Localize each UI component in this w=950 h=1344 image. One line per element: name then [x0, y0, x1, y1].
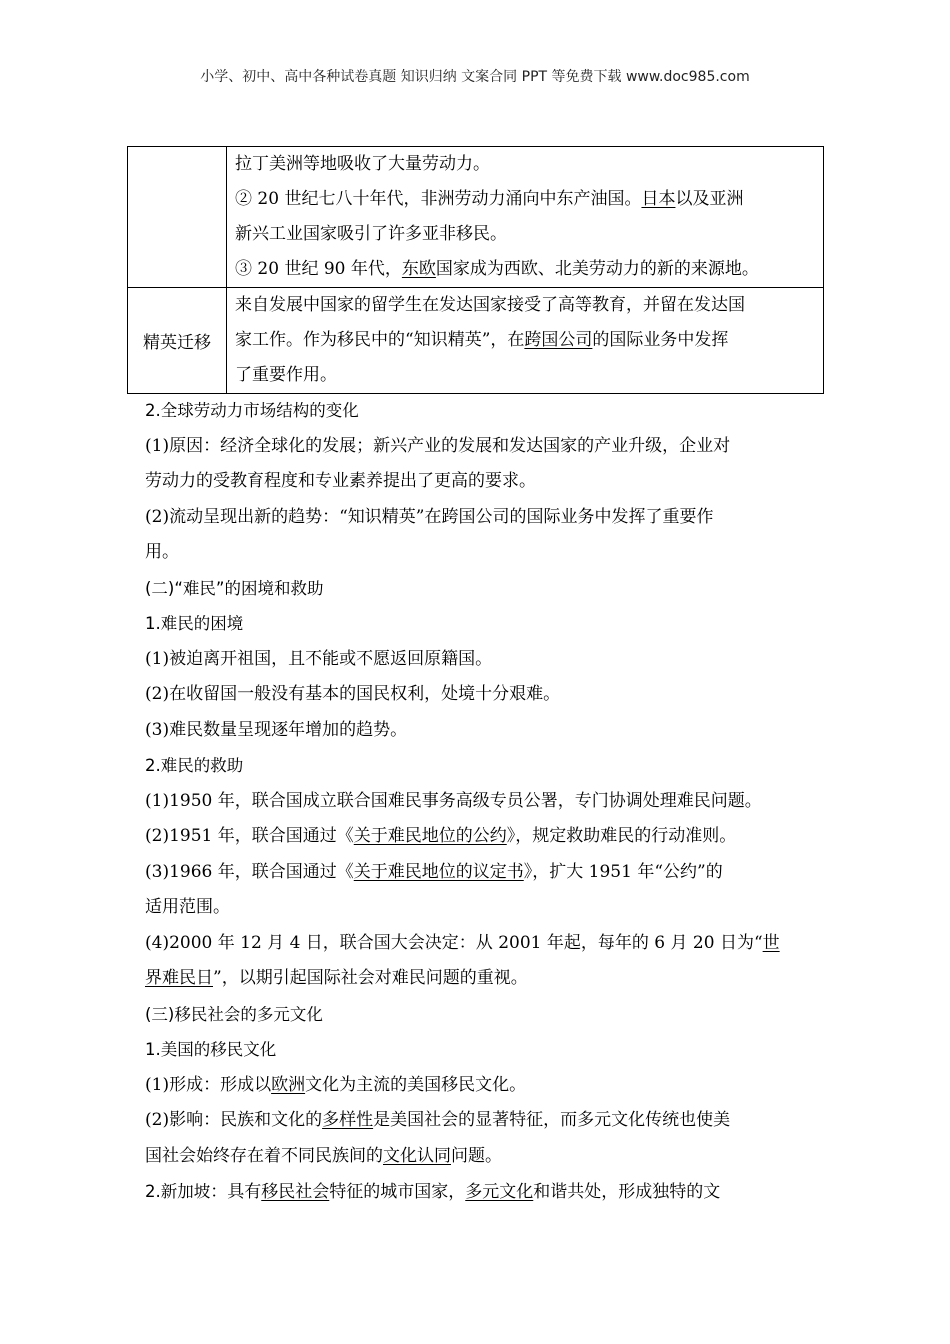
table-line: 家工作。作为移民中的“知识精英”，在跨国公司的国际业务中发挥 — [235, 330, 729, 350]
document-body — [145, 393, 815, 1211]
underlined-term: 界难民日 — [145, 968, 213, 988]
table-cell-labor — [227, 147, 824, 288]
list-item: (2)在收留国一般没有基本的国民权利，处境十分艰难。 — [145, 684, 561, 704]
underlined-term: 文化认同 — [383, 1145, 451, 1166]
underlined-term: 移民社会 — [261, 1182, 330, 1202]
paragraph-line: 界难民日”，以期引起国际社会对难民问题的重视。 — [145, 968, 528, 988]
list-item: (1)被迫离开祖国，且不能或不愿返回原籍国。 — [145, 648, 493, 669]
underlined-term: 世 — [762, 932, 780, 953]
underlined-term: 欧洲 — [271, 1074, 306, 1095]
section-heading: 2.全球劳动力市场结构的变化 — [145, 401, 359, 420]
paragraph-line: 2.新加坡：具有移民社会特征的城市国家，多元文化和谐共处，形成独特的文 — [145, 1182, 721, 1202]
table-cell-elite — [227, 288, 824, 394]
table-line: 拉丁美洲等地吸收了大量劳动力。 — [235, 154, 490, 174]
list-item: (2)影响：民族和文化的多样性是美国社会的显著特征，而多元文化传统也使美 — [145, 1110, 731, 1130]
table-row-label: 精英迁移 — [128, 288, 227, 394]
underlined-term: 日本 — [641, 189, 676, 209]
underlined-term: 多元文化 — [465, 1182, 534, 1202]
paragraph-line: 劳动力的受教育程度和专业素养提出了更高的要求。 — [145, 471, 536, 491]
paragraph-line: (2)流动呈现出新的趋势：“知识精英”在跨国公司的国际业务中发挥了重要作 — [145, 506, 714, 527]
table-line: 了重要作用。 — [235, 365, 337, 385]
underlined-term: 东欧 — [401, 259, 436, 279]
table-line: 新兴工业国家吸引了许多亚非移民。 — [235, 224, 507, 244]
section-heading: (三)移民社会的多元文化 — [145, 1004, 323, 1024]
subsection-heading: 2.新加坡 — [145, 1182, 211, 1201]
section-heading: (二)“难民”的困境和救助 — [145, 578, 324, 598]
underlined-term: 关于难民地位的议定书 — [353, 861, 524, 882]
table-line: ② 20 世纪七八十年代，非洲劳动力涌向中东产油国。日本以及亚洲 — [235, 189, 744, 209]
subsection-heading: 1.难民的困境 — [145, 614, 244, 633]
underlined-term: 关于难民地位的公约 — [353, 826, 507, 846]
list-item: (4)2000 年 12 月 4 日，联合国大会决定：从 2001 年起，每年的 6 月 20 日为“世 — [145, 932, 780, 953]
migration-table — [127, 146, 824, 394]
list-item: (3)难民数量呈现逐年增加的趋势。 — [145, 719, 408, 740]
paragraph-line: 适用范围。 — [145, 897, 230, 917]
subsection-heading: 2.难民的救助 — [145, 756, 244, 775]
list-item: (1)1950 年，联合国成立联合国难民事务高级专员公署，专门协调处理难民问题。 — [145, 790, 762, 811]
table-cell-empty — [128, 147, 227, 288]
page-header: 小学、初中、高中各种试卷真题 知识归纳 文案合同 PPT 等免费下载 www.doc985.com — [200, 69, 750, 85]
underlined-term: 跨国公司 — [524, 330, 593, 350]
paragraph-line: 用。 — [145, 542, 179, 562]
table-line: ③ 20 世纪 90 年代，东欧国家成为西欧、北美劳动力的新的来源地。 — [235, 259, 759, 279]
table-line: 来自发展中国家的留学生在发达国家接受了高等教育，并留在发达国 — [235, 295, 745, 315]
table-row — [128, 288, 824, 394]
list-item: (3)1966 年，联合国通过《关于难民地位的议定书》，扩大 1951 年“公约”的 — [145, 861, 723, 882]
list-item: (2)1951 年，联合国通过《关于难民地位的公约》，规定救助难民的行动准则。 — [145, 826, 737, 846]
underlined-term: 多样性 — [322, 1110, 374, 1130]
table-row — [128, 147, 824, 288]
paragraph-line: 国社会始终存在着不同民族间的文化认同问题。 — [145, 1145, 502, 1166]
list-item: (1)形成：形成以欧洲文化为主流的美国移民文化。 — [145, 1074, 527, 1095]
subsection-heading: 1.美国的移民文化 — [145, 1040, 277, 1059]
paragraph-line: (1)原因：经济全球化的发展；新兴产业的发展和发达国家的产业升级，企业对 — [145, 435, 731, 456]
